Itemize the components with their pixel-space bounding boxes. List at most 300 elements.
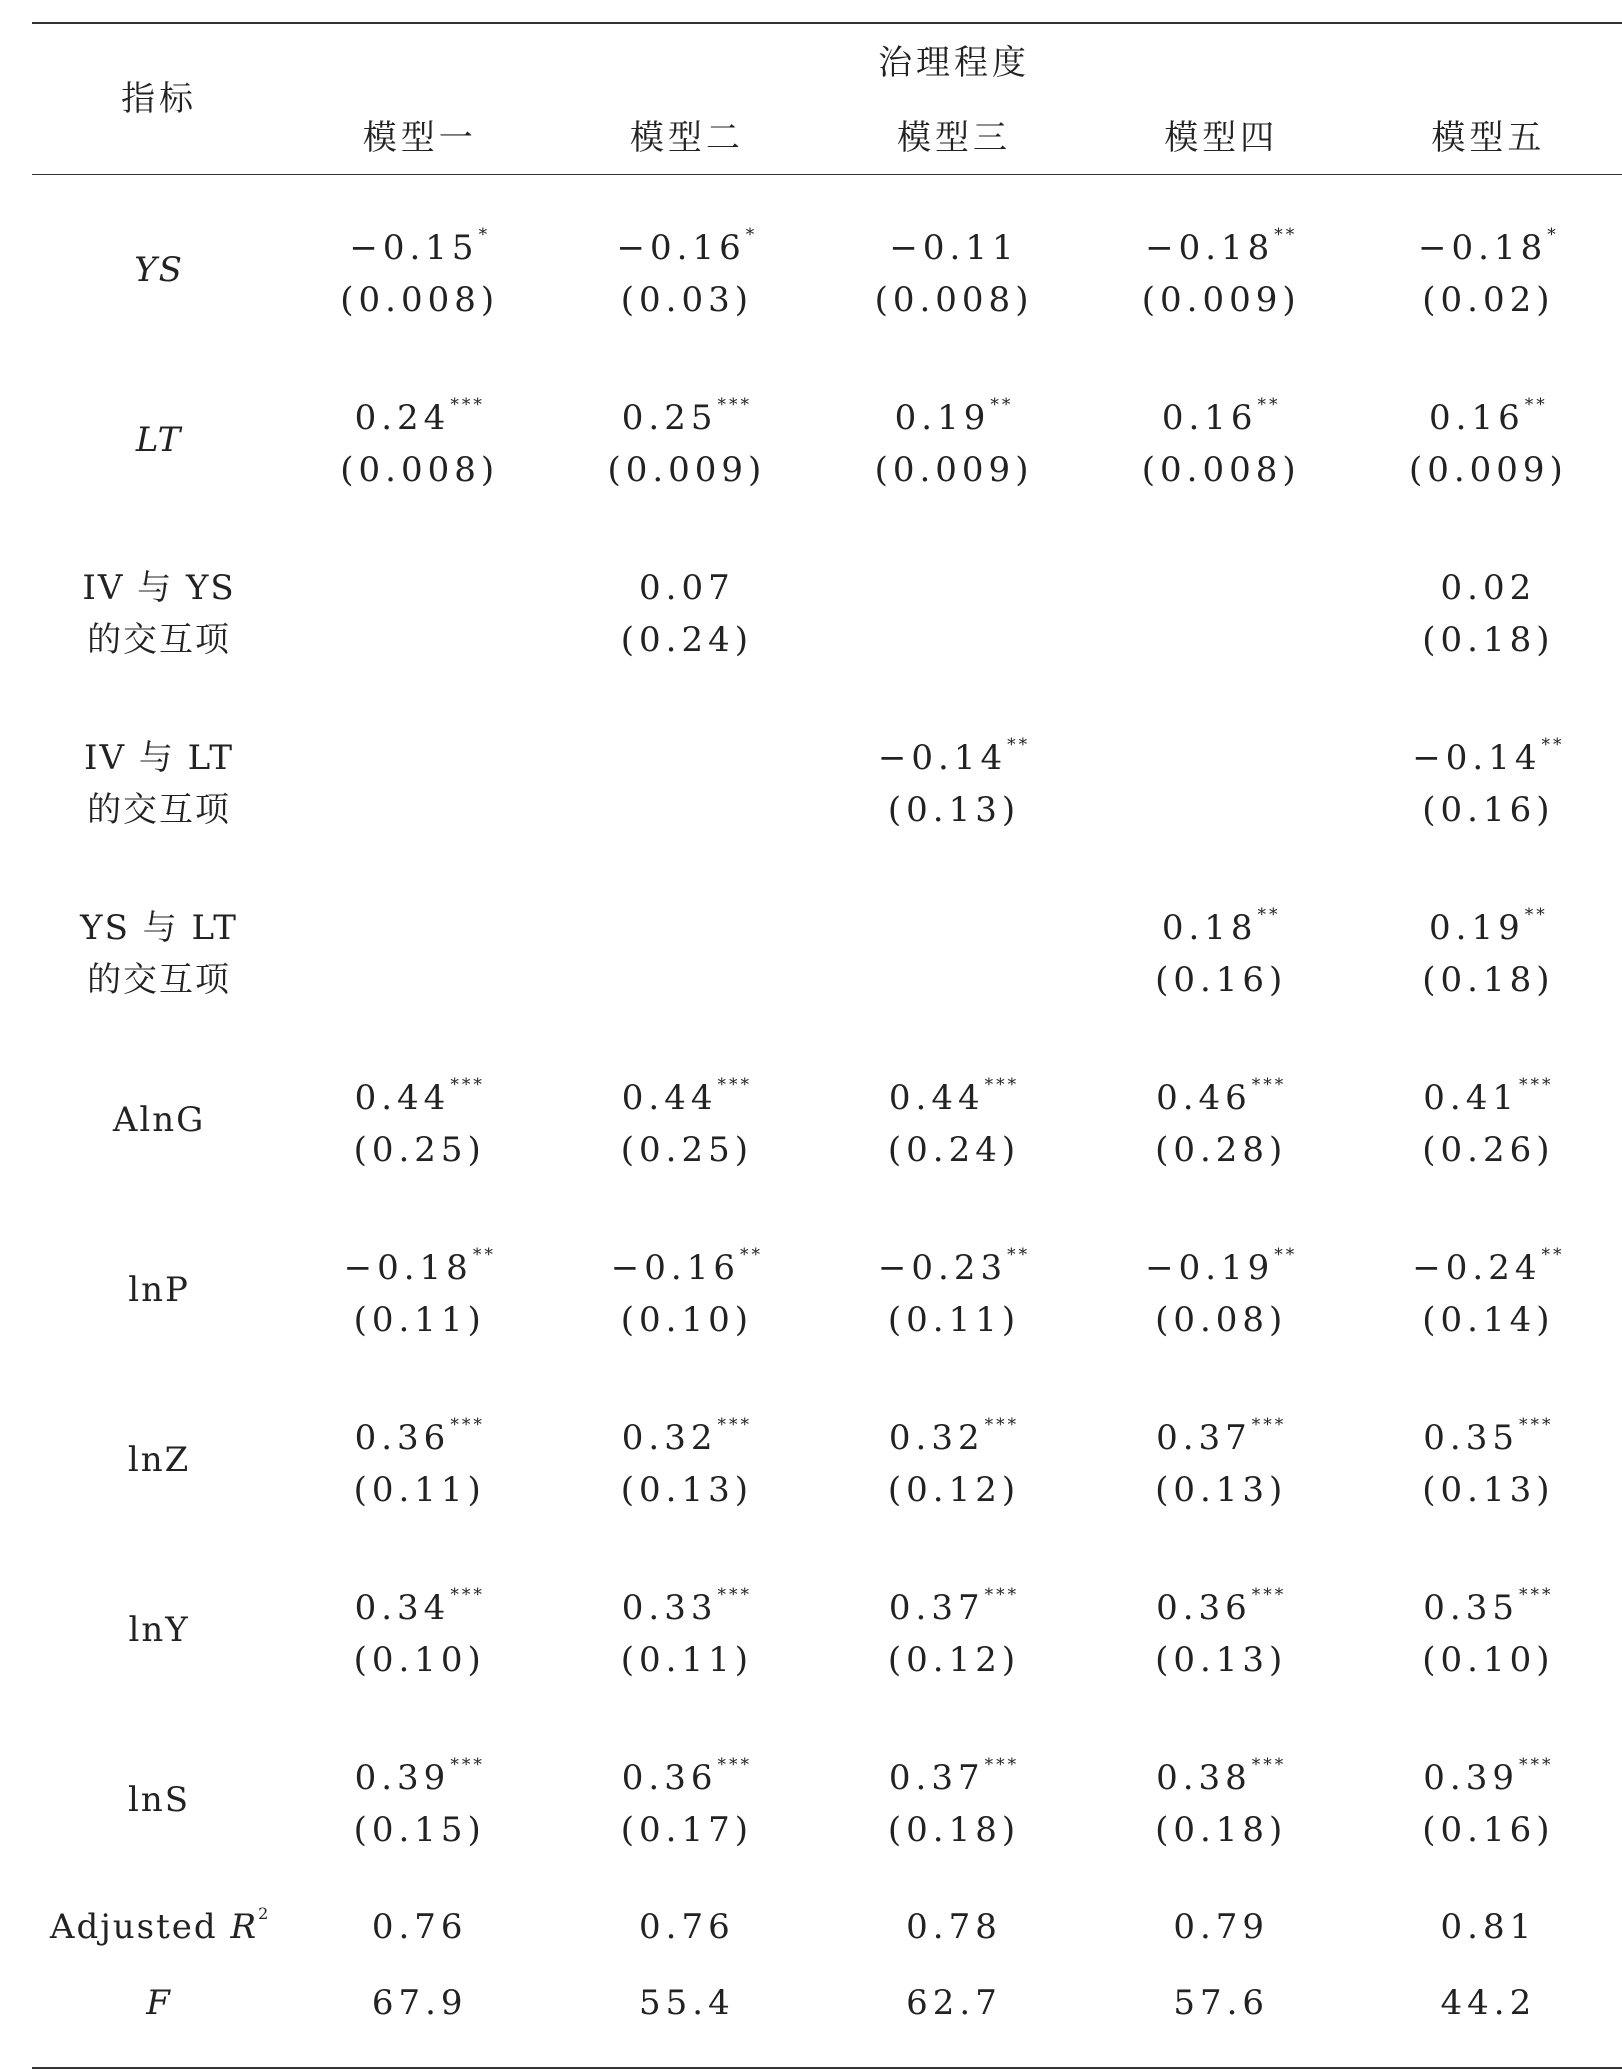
significance-stars: * xyxy=(1547,225,1559,245)
stat-value: 44.2 xyxy=(1440,1983,1537,2023)
row-label-text: AlnG xyxy=(112,1100,206,1140)
coefficient-cell xyxy=(553,189,820,273)
std-error-cell xyxy=(553,1803,820,1889)
table-row-coefficient xyxy=(32,189,1622,273)
std-error-value: (0.13) xyxy=(620,1470,753,1510)
coefficient-value: 0.19 xyxy=(894,398,991,438)
table-row-coefficient xyxy=(32,359,1622,443)
std-error-value: (0.25) xyxy=(620,1130,753,1170)
std-error-value: (0.008) xyxy=(874,280,1034,320)
stat-cell xyxy=(553,1889,820,1965)
coefficient-cell xyxy=(286,699,553,783)
std-error-cell xyxy=(820,783,1087,869)
coefficient-cell xyxy=(820,1549,1087,1633)
row-label-line1 xyxy=(32,699,286,783)
coefficient-value: 0.44 xyxy=(621,1078,718,1118)
coefficient-value: 0.44 xyxy=(888,1078,985,1118)
std-error-cell xyxy=(1355,1463,1622,1549)
coefficient-cell xyxy=(820,1379,1087,1463)
coefficient-cell xyxy=(1355,699,1622,783)
coefficient-value: −0.18 xyxy=(343,1248,473,1288)
significance-stars: *** xyxy=(1518,1075,1554,1095)
coefficient-cell xyxy=(286,1719,553,1803)
std-error-value: (0.13) xyxy=(1422,1470,1555,1510)
std-error-value: (0.008) xyxy=(340,280,500,320)
governance-degree-header: 治理程度 xyxy=(878,43,1031,83)
stat-value: 0.79 xyxy=(1173,1907,1270,1947)
table-row-coefficient xyxy=(32,699,1622,783)
significance-stars: *** xyxy=(450,1075,485,1095)
std-error-value: (0.18) xyxy=(1155,1810,1288,1850)
std-error-value: (0.009) xyxy=(1408,450,1568,490)
std-error-value: (0.16) xyxy=(1422,790,1555,830)
table-row-coefficient xyxy=(32,1549,1622,1633)
std-error-value: (0.18) xyxy=(887,1810,1021,1850)
coefficient-value: 0.44 xyxy=(354,1078,451,1118)
coefficient-cell xyxy=(286,189,553,273)
row-label xyxy=(32,189,286,359)
std-error-cell xyxy=(1088,1463,1355,1549)
std-error-cell xyxy=(1088,443,1355,529)
row-label-superscript: 2 xyxy=(258,1904,269,1923)
stat-cell xyxy=(1088,1889,1355,1965)
table-body xyxy=(32,175,1622,2069)
std-error-value: (0.009) xyxy=(607,450,767,490)
std-error-value: (0.28) xyxy=(1155,1130,1288,1170)
significance-stars: *** xyxy=(1518,1415,1554,1435)
std-error-cell xyxy=(553,953,820,1039)
row-label-var: R xyxy=(230,1907,259,1947)
stat-value: 62.7 xyxy=(906,1983,1002,2023)
coefficient-cell xyxy=(1355,1209,1622,1293)
coefficient-value: −0.15 xyxy=(349,228,479,268)
std-error-value: (0.12) xyxy=(887,1640,1021,1680)
std-error-value: (0.11) xyxy=(620,1640,753,1680)
row-label-text: LT xyxy=(135,420,183,460)
coefficient-cell xyxy=(1088,1039,1355,1123)
row-label-text: IV 与 YS xyxy=(82,568,236,608)
std-error-cell xyxy=(1088,953,1355,1039)
std-error-cell xyxy=(286,1803,553,1889)
stat-value: 0.78 xyxy=(906,1907,1002,1947)
coefficient-cell xyxy=(820,1039,1087,1123)
coefficient-cell xyxy=(1088,1379,1355,1463)
stat-cell xyxy=(820,1965,1087,2041)
significance-stars: *** xyxy=(1518,1755,1554,1775)
std-error-cell xyxy=(553,1463,820,1549)
coefficient-value: 0.36 xyxy=(621,1758,718,1798)
coefficient-cell xyxy=(1355,529,1622,613)
header-row-group xyxy=(32,23,1622,102)
significance-stars: *** xyxy=(984,1585,1020,1605)
row-label-text: Adjusted xyxy=(49,1907,231,1947)
std-error-value: (0.15) xyxy=(353,1810,486,1850)
stat-cell xyxy=(1355,1889,1622,1965)
std-error-value: (0.11) xyxy=(353,1300,486,1340)
coefficient-cell xyxy=(286,1039,553,1123)
stat-value: 55.4 xyxy=(639,1983,735,2023)
table-row-std-error xyxy=(32,613,1622,699)
coefficient-cell xyxy=(1355,1039,1622,1123)
std-error-value: (0.008) xyxy=(1141,450,1301,490)
std-error-value: (0.009) xyxy=(1141,280,1301,320)
coefficient-value: −0.16 xyxy=(616,228,746,268)
significance-stars: ** xyxy=(1524,395,1548,415)
regression-table xyxy=(32,22,1622,2069)
coefficient-value: 0.38 xyxy=(1156,1758,1252,1798)
std-error-cell xyxy=(1088,1123,1355,1209)
std-error-cell xyxy=(820,953,1087,1039)
std-error-cell xyxy=(553,443,820,529)
std-error-cell xyxy=(1088,783,1355,869)
std-error-cell xyxy=(1355,443,1622,529)
significance-stars: *** xyxy=(984,1755,1020,1775)
coefficient-value: 0.37 xyxy=(1156,1418,1252,1458)
std-error-value: (0.18) xyxy=(1422,620,1555,660)
stat-value: 67.9 xyxy=(371,1983,468,2023)
significance-stars: ** xyxy=(1257,905,1281,925)
significance-stars: *** xyxy=(717,1585,752,1605)
coefficient-cell xyxy=(820,189,1087,273)
significance-stars: *** xyxy=(450,395,485,415)
significance-stars: ** xyxy=(1274,225,1298,245)
table-row-coefficient xyxy=(32,869,1622,953)
std-error-cell xyxy=(1355,1803,1622,1889)
table-row-coefficient xyxy=(32,1039,1622,1123)
significance-stars: ** xyxy=(739,1245,763,1265)
significance-stars: *** xyxy=(717,1755,752,1775)
std-error-cell xyxy=(1355,1293,1622,1379)
stat-cell xyxy=(1088,1965,1355,2041)
row-label-line2 xyxy=(32,783,286,869)
row-label xyxy=(32,1379,286,1549)
stat-cell xyxy=(286,1889,553,1965)
coefficient-cell xyxy=(286,1209,553,1293)
row-label xyxy=(32,1889,286,1965)
significance-stars: ** xyxy=(990,395,1014,415)
row-label xyxy=(32,359,286,529)
std-error-value: (0.10) xyxy=(1422,1640,1555,1680)
significance-stars: *** xyxy=(1251,1415,1287,1435)
std-error-value: (0.12) xyxy=(887,1470,1021,1510)
significance-stars: * xyxy=(745,225,758,245)
std-error-value: (0.25) xyxy=(353,1130,486,1170)
regression-table-container xyxy=(32,22,1622,2069)
std-error-cell xyxy=(286,443,553,529)
coefficient-cell xyxy=(1088,1719,1355,1803)
std-error-cell xyxy=(1355,1633,1622,1719)
std-error-cell xyxy=(286,953,553,1039)
row-label xyxy=(32,1209,286,1379)
std-error-value: (0.08) xyxy=(1155,1300,1288,1340)
table-row-f-statistic xyxy=(32,1965,1622,2041)
model-header-3: 模型三 xyxy=(897,118,1012,158)
std-error-value: (0.26) xyxy=(1422,1130,1555,1170)
std-error-value: (0.02) xyxy=(1422,280,1555,320)
std-error-cell xyxy=(1355,783,1622,869)
significance-stars: ** xyxy=(1524,905,1548,925)
std-error-cell xyxy=(553,613,820,699)
coefficient-cell xyxy=(553,529,820,613)
std-error-cell xyxy=(1088,273,1355,359)
std-error-value: (0.16) xyxy=(1422,1810,1555,1850)
row-label-text: 的交互项 xyxy=(87,620,232,660)
std-error-cell xyxy=(1088,1293,1355,1379)
table-row-std-error xyxy=(32,953,1622,1039)
significance-stars: *** xyxy=(717,1075,752,1095)
table-row-coefficient xyxy=(32,1379,1622,1463)
coefficient-cell xyxy=(1088,359,1355,443)
coefficient-cell xyxy=(820,1209,1087,1293)
table-row-coefficient xyxy=(32,529,1622,613)
coefficient-value: −0.14 xyxy=(877,738,1008,778)
std-error-value: (0.10) xyxy=(620,1300,753,1340)
coefficient-value: −0.24 xyxy=(1412,1248,1542,1288)
coefficient-value: 0.16 xyxy=(1161,398,1258,438)
std-error-value: (0.13) xyxy=(1155,1470,1288,1510)
coefficient-value: 0.33 xyxy=(621,1588,718,1628)
stat-cell xyxy=(820,1889,1087,1965)
coefficient-cell xyxy=(553,699,820,783)
coefficient-value: 0.32 xyxy=(888,1418,985,1458)
coefficient-value: 0.35 xyxy=(1423,1418,1519,1458)
row-label-text: 的交互项 xyxy=(87,960,232,1000)
stat-value: 0.76 xyxy=(371,1907,468,1947)
coefficient-cell xyxy=(1088,189,1355,273)
significance-stars: *** xyxy=(450,1755,485,1775)
significance-stars: ** xyxy=(1541,1245,1565,1265)
row-label-text: lnZ xyxy=(127,1440,191,1480)
std-error-cell xyxy=(1355,1123,1622,1209)
coefficient-cell xyxy=(553,359,820,443)
significance-stars: *** xyxy=(450,1585,485,1605)
coefficient-cell xyxy=(1355,869,1622,953)
coefficient-cell xyxy=(1355,1379,1622,1463)
std-error-cell xyxy=(553,273,820,359)
std-error-cell xyxy=(820,443,1087,529)
coefficient-cell xyxy=(820,869,1087,953)
std-error-value: (0.24) xyxy=(620,620,753,660)
row-label-line1 xyxy=(32,529,286,613)
stat-cell xyxy=(553,1965,820,2041)
row-label xyxy=(32,1965,286,2041)
coefficient-cell xyxy=(820,699,1087,783)
std-error-cell xyxy=(286,1293,553,1379)
coefficient-value: −0.19 xyxy=(1145,1248,1275,1288)
coefficient-value: 0.46 xyxy=(1156,1078,1252,1118)
std-error-cell xyxy=(820,613,1087,699)
row-label-text: IV 与 LT xyxy=(84,738,235,778)
coefficient-cell xyxy=(1355,359,1622,443)
significance-stars: *** xyxy=(717,395,752,415)
std-error-cell xyxy=(1088,613,1355,699)
coefficient-value: 0.37 xyxy=(888,1758,985,1798)
std-error-cell xyxy=(1355,953,1622,1039)
coefficient-value: 0.02 xyxy=(1440,568,1537,608)
std-error-value: (0.11) xyxy=(353,1470,486,1510)
coefficient-value: 0.16 xyxy=(1429,398,1525,438)
row-label-line1 xyxy=(32,869,286,953)
model-header-5: 模型五 xyxy=(1431,118,1546,158)
std-error-cell xyxy=(820,1803,1087,1889)
coefficient-cell xyxy=(1355,1719,1622,1803)
coefficient-cell xyxy=(1088,699,1355,783)
significance-stars: *** xyxy=(450,1415,485,1435)
std-error-value: (0.11) xyxy=(887,1300,1021,1340)
std-error-cell xyxy=(820,273,1087,359)
coefficient-cell xyxy=(820,1719,1087,1803)
coefficient-value: 0.18 xyxy=(1161,908,1258,948)
significance-stars: ** xyxy=(472,1245,496,1265)
std-error-cell xyxy=(1355,613,1622,699)
std-error-cell xyxy=(1088,1803,1355,1889)
coefficient-value: 0.36 xyxy=(354,1418,451,1458)
spacer-cell xyxy=(32,2041,1622,2068)
std-error-value: (0.13) xyxy=(887,790,1021,830)
coefficient-cell xyxy=(553,869,820,953)
row-label-text: F xyxy=(146,1983,172,2023)
coefficient-value: 0.07 xyxy=(639,568,735,608)
stat-value: 0.76 xyxy=(639,1907,735,1947)
coefficient-value: 0.34 xyxy=(354,1588,451,1628)
coefficient-cell xyxy=(1355,1549,1622,1633)
std-error-cell xyxy=(820,1293,1087,1379)
row-label-text: 的交互项 xyxy=(87,790,232,830)
coefficient-cell xyxy=(553,1039,820,1123)
coefficient-value: 0.24 xyxy=(354,398,451,438)
coefficient-value: 0.19 xyxy=(1429,908,1525,948)
std-error-value: (0.18) xyxy=(1422,960,1555,1000)
std-error-value: (0.03) xyxy=(620,280,753,320)
coefficient-cell xyxy=(1088,529,1355,613)
table-bottom-rule xyxy=(32,2041,1622,2068)
coefficient-cell xyxy=(553,1549,820,1633)
coefficient-value: −0.16 xyxy=(610,1248,740,1288)
coefficient-cell xyxy=(286,359,553,443)
coefficient-value: 0.39 xyxy=(354,1758,451,1798)
std-error-value: (0.13) xyxy=(1155,1640,1288,1680)
std-error-value: (0.16) xyxy=(1155,960,1288,1000)
row-label-text: YS 与 LT xyxy=(80,908,238,948)
std-error-cell xyxy=(820,1463,1087,1549)
coefficient-value: 0.35 xyxy=(1423,1588,1519,1628)
coefficient-cell xyxy=(1088,1549,1355,1633)
coefficient-cell xyxy=(1088,1209,1355,1293)
std-error-value: (0.009) xyxy=(874,450,1034,490)
coefficient-value: −0.23 xyxy=(877,1248,1008,1288)
std-error-value: (0.14) xyxy=(1422,1300,1555,1340)
coefficient-value: −0.11 xyxy=(889,228,1019,268)
coefficient-cell xyxy=(820,359,1087,443)
coefficient-value: 0.37 xyxy=(888,1588,985,1628)
table-row-coefficient xyxy=(32,1719,1622,1803)
row-label-line2 xyxy=(32,953,286,1039)
std-error-value: (0.17) xyxy=(620,1810,753,1850)
coefficient-cell xyxy=(286,1379,553,1463)
coefficient-cell xyxy=(286,869,553,953)
std-error-cell xyxy=(553,1123,820,1209)
std-error-cell xyxy=(1088,1633,1355,1719)
significance-stars: *** xyxy=(984,1415,1020,1435)
coefficient-value: −0.18 xyxy=(1418,228,1548,268)
row-label xyxy=(32,1719,286,1889)
std-error-cell xyxy=(1355,273,1622,359)
row-label-text: YS xyxy=(134,250,184,290)
std-error-cell xyxy=(553,783,820,869)
row-label-text: lnP xyxy=(128,1270,190,1310)
significance-stars: *** xyxy=(717,1415,752,1435)
coefficient-cell xyxy=(553,1209,820,1293)
row-label xyxy=(32,1549,286,1719)
table-row-coefficient xyxy=(32,1209,1622,1293)
std-error-value: (0.10) xyxy=(353,1640,486,1680)
coefficient-value: 0.32 xyxy=(621,1418,718,1458)
row-label-text: lnY xyxy=(128,1610,190,1650)
model-header-4: 模型四 xyxy=(1164,118,1279,158)
significance-stars: *** xyxy=(1251,1585,1287,1605)
table-row-std-error xyxy=(32,783,1622,869)
coefficient-cell xyxy=(553,1719,820,1803)
coefficient-cell xyxy=(1088,869,1355,953)
model-header-1: 模型一 xyxy=(362,118,477,158)
stat-value: 57.6 xyxy=(1173,1983,1270,2023)
std-error-cell xyxy=(820,1123,1087,1209)
coefficient-value: −0.14 xyxy=(1412,738,1542,778)
coefficient-value: 0.36 xyxy=(1156,1588,1252,1628)
row-label-text: lnS xyxy=(128,1780,191,1820)
std-error-cell xyxy=(553,1633,820,1719)
coefficient-cell xyxy=(553,1379,820,1463)
stat-cell xyxy=(286,1965,553,2041)
std-error-value: (0.24) xyxy=(887,1130,1021,1170)
coefficient-value: 0.25 xyxy=(621,398,718,438)
significance-stars: ** xyxy=(1541,735,1565,755)
std-error-cell xyxy=(286,273,553,359)
table-row-adjusted-r2 xyxy=(32,1889,1622,1965)
stat-cell xyxy=(1355,1965,1622,2041)
significance-stars: *** xyxy=(1251,1755,1287,1775)
std-error-cell xyxy=(286,613,553,699)
coefficient-cell xyxy=(820,529,1087,613)
significance-stars: ** xyxy=(1007,1245,1031,1265)
std-error-cell xyxy=(286,1633,553,1719)
row-label-line2 xyxy=(32,613,286,699)
significance-stars: *** xyxy=(1518,1585,1554,1605)
significance-stars: * xyxy=(478,225,491,245)
coefficient-cell xyxy=(1355,189,1622,273)
std-error-value: (0.008) xyxy=(340,450,500,490)
significance-stars: *** xyxy=(984,1075,1020,1095)
coefficient-cell xyxy=(286,1549,553,1633)
coefficient-cell xyxy=(286,529,553,613)
significance-stars: ** xyxy=(1274,1245,1298,1265)
std-error-cell xyxy=(820,1633,1087,1719)
coefficient-value: −0.18 xyxy=(1145,228,1275,268)
coefficient-value: 0.39 xyxy=(1423,1758,1519,1798)
significance-stars: *** xyxy=(1251,1075,1287,1095)
std-error-cell xyxy=(286,1463,553,1549)
model-header-2: 模型二 xyxy=(629,118,744,158)
stat-value: 0.81 xyxy=(1440,1907,1537,1947)
std-error-cell xyxy=(553,1293,820,1379)
significance-stars: ** xyxy=(1257,395,1281,415)
indicator-header: 指标 xyxy=(121,79,198,119)
std-error-cell xyxy=(286,1123,553,1209)
std-error-cell xyxy=(286,783,553,869)
row-label xyxy=(32,1039,286,1209)
coefficient-value: 0.41 xyxy=(1423,1078,1519,1118)
significance-stars: ** xyxy=(1007,735,1031,755)
